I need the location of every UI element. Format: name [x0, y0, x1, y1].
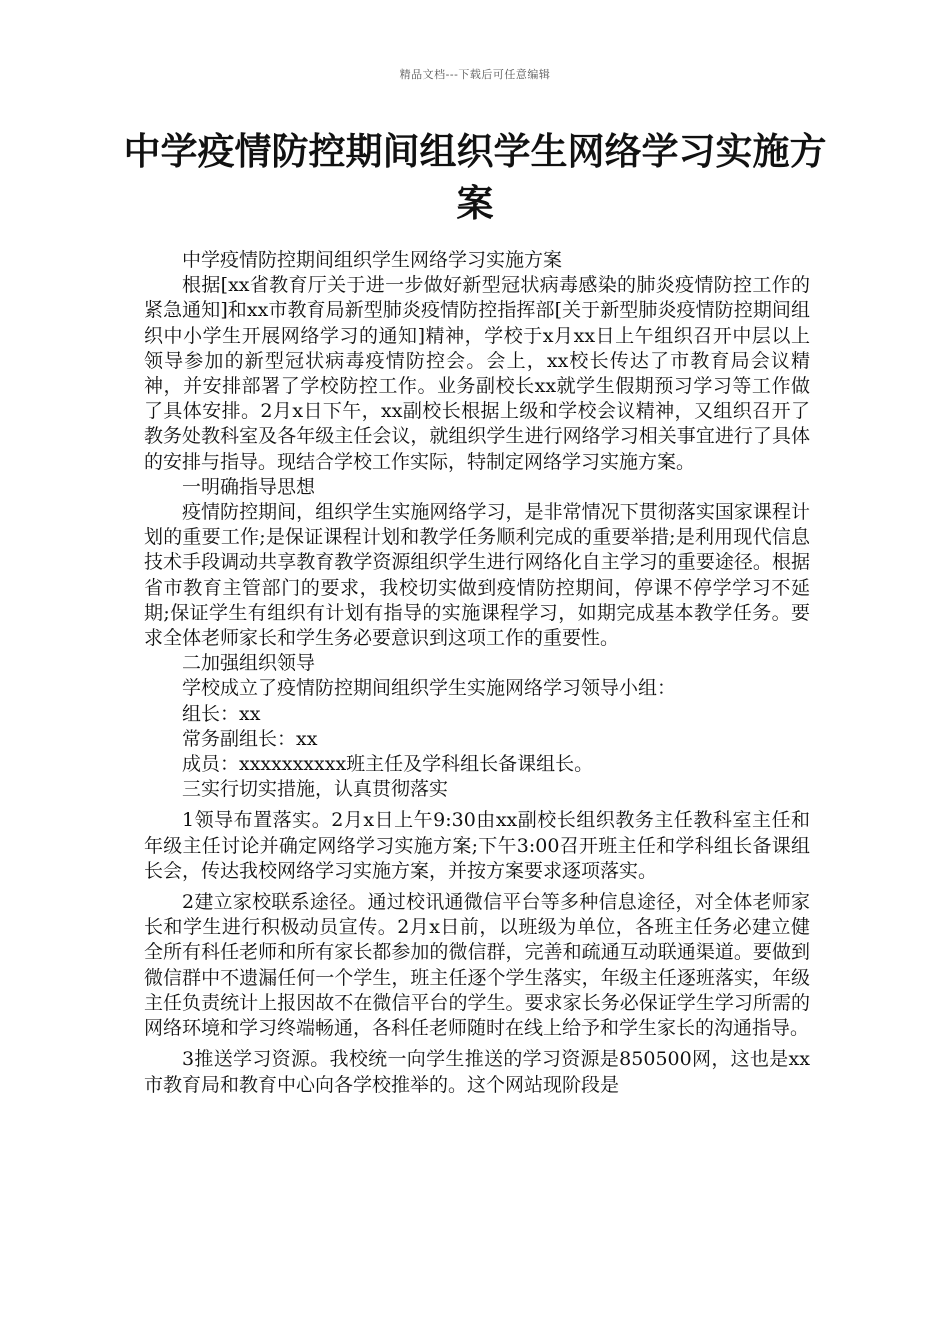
body-paragraph: 组长：xx — [182, 702, 261, 725]
header-note: 精品文档---下载后可任意编辑 — [399, 68, 551, 81]
body-paragraph: 学校成立了疫情防控期间组织学生实施网络学习领导小组： — [182, 677, 677, 700]
body-paragraph: 3推送学习资源。我校统一向学生推送的学习资源是850500网，这也是xx市教育局和教育中心向各学校推举的。这个网站现阶段是 — [144, 1048, 810, 1096]
section-heading: 三实行切实措施，认真贯彻落实 — [182, 778, 449, 801]
body-paragraph: 2建立家校联系途径。通过校讯通微信平台等多种信息途径，对全体老师家长和学生进行积极动员宣传。2月x日前，以班级为单位，各班主任务必建立健全所有科任老师和所有家长都参加的微信群，完善和疏通互动联通渠道。要做到微信群中不遗漏任何一个学生，班主任逐个学生落实，年级主任逐班落实，年级主任负责统计上报因故不在微信平台的学生。要求家长务必保证学生学习所需的网络环境和学习终端畅通，各科任老师随时在线上给予和学生家长的沟通指导。 — [144, 891, 810, 1040]
section-heading: 二加强组织领导 — [182, 652, 316, 675]
body-paragraph: 成员：xxxxxxxxxx班主任及学科组长备课组长。 — [182, 753, 594, 776]
body-paragraph: 疫情防控期间，组织学生实施网络学习，是非常情况下贯彻落实国家课程计划的重要工作;是保证课程计划和教学任务顺利完成的重要举措;是利用现代信息技术手段调动共享教育教学资源组织学生进行网络化自主学习的重要途径。根据省市教育主管部门的要求，我校切实做到疫情防控期间，停课不停学学习不延期;保证学生有组织有计划有指导的实施课程学习，如期完成基本教学任务。要求全体老师家长和学生务必要意识到这项工作的重要性。 — [144, 501, 810, 650]
body-paragraph: 常务副组长：xx — [182, 727, 318, 750]
body-paragraph: 中学疫情防控期间组织学生网络学习实施方案 — [182, 249, 563, 271]
section-heading: 一明确指导思想 — [182, 475, 316, 498]
body-paragraph: 1领导布置落实。2月x日上午9:30由xx副校长组织教务主任教科室主任和年级主任讨论并确定网络学习实施方案;下午3:00召开班主任和学科组长备课组长会，传达我校网络学习实施方案，并按方案要求逐项落实。 — [144, 809, 810, 882]
document-title: 中学疫情防控期间组织学生网络学习实施方案 — [123, 130, 827, 225]
body-paragraph: 根据[xx省教育厅关于进一步做好新型冠状病毒感染的肺炎疫情防控工作的紧急通知]和xx市教育局新型肺炎疫情防控指挥部[关于新型肺炎疫情防控期间组织中小学生开展网络学习的通知]精神，学校于x月xx日上午组织召开中层以上领导参加的新型冠状病毒疫情防控会。会上，xx校长传达了市教育局会议精神，并安排部署了学校防控工作。业务副校长xx就学生假期预习学习等工作做了具体安排。2月x日下午，xx副校长根据上级和学校会议精神，又组织召开了教务处教科室及各年级主任会议，就组织学生进行网络学习相关事宜进行了具体的安排与指导。现结合学校工作实际，特制定网络学习实施方案。 — [144, 274, 810, 473]
document-body — [144, 248, 810, 1098]
